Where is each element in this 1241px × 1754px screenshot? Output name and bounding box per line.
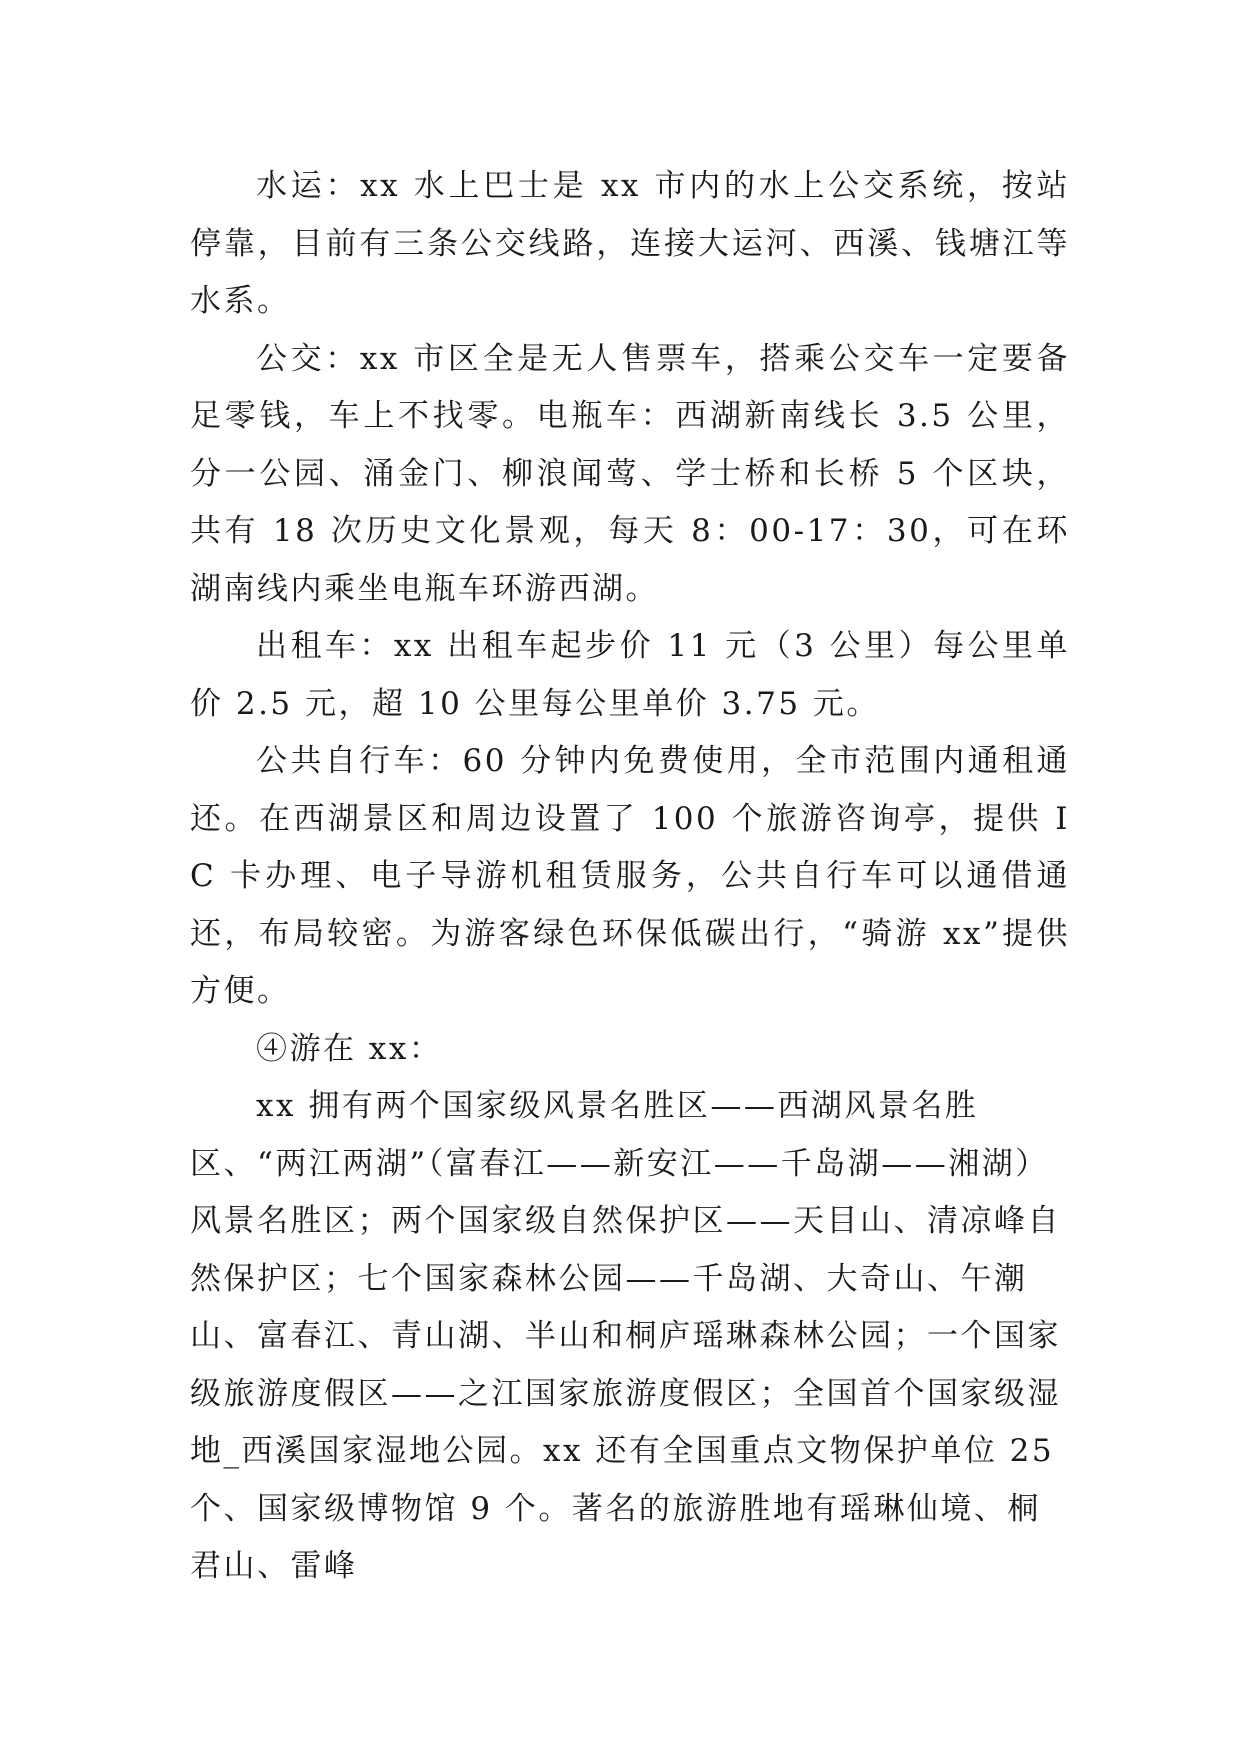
- paragraph-water-transport: 水运：xx 水上巴士是 xx 市内的水上公交系统，按站停靠，目前有三条公交线路，连接大运河、西溪、钱塘江等水系。: [190, 168, 1070, 319]
- section-heading-tourism: ④游在 xx：: [256, 1030, 443, 1067]
- paragraph-scenic-areas: xx 拥有两个国家级风景名胜区——西湖风景名胜区、“两江两湖”（富春江——新安江——千岛湖——湘湖）风景名胜区；两个国家级自然保护区——天目山、清凉峰自然保护区；七个国家森林公园——千岛湖、大奇山、午潮山、富春江、青山湖、半山和桐庐瑶琳森林公园；一个国家级旅游度假区——之江国家旅游度假区；全国首个国家级湿地_西溪国家湿地公园。xx 还有全国重点文物保护单位 25 个、国家级博物馆 9 个。著名的旅游胜地有瑶琳仙境、桐君山、雷峰: [190, 1088, 1061, 1584]
- paragraph-bus-and-electric-cart: 公交：xx 市区全是无人售票车，搭乘公交车一定要备足零钱，车上不找零。电瓶车：西湖新南线长 3.5 公里，分一公园、涌金门、柳浪闻莺、学士桥和长桥 5 个区块，共有 18 次历史文化景观，每天 8：00-17：30，可在环湖南线内乘坐电瓶车环游西湖。: [190, 340, 1070, 607]
- paragraph-taxi: 出租车：xx 出租车起步价 11 元（3 公里）每公里单价 2.5 元，超 10 公里每公里单价 3.75 元。: [190, 628, 1070, 722]
- document-body: [190, 158, 1070, 1596]
- paragraph-public-bicycle: 公共自行车：60 分钟内免费使用，全市范围内通租通还。在西湖景区和周边设置了 100 个旅游咨询亭，提供 IC 卡办理、电子导游机租赁服务，公共自行车可以通借通还，布局较密。为游客绿色环保低碳出行，“骑游 xx”提供方便。: [190, 743, 1070, 1009]
